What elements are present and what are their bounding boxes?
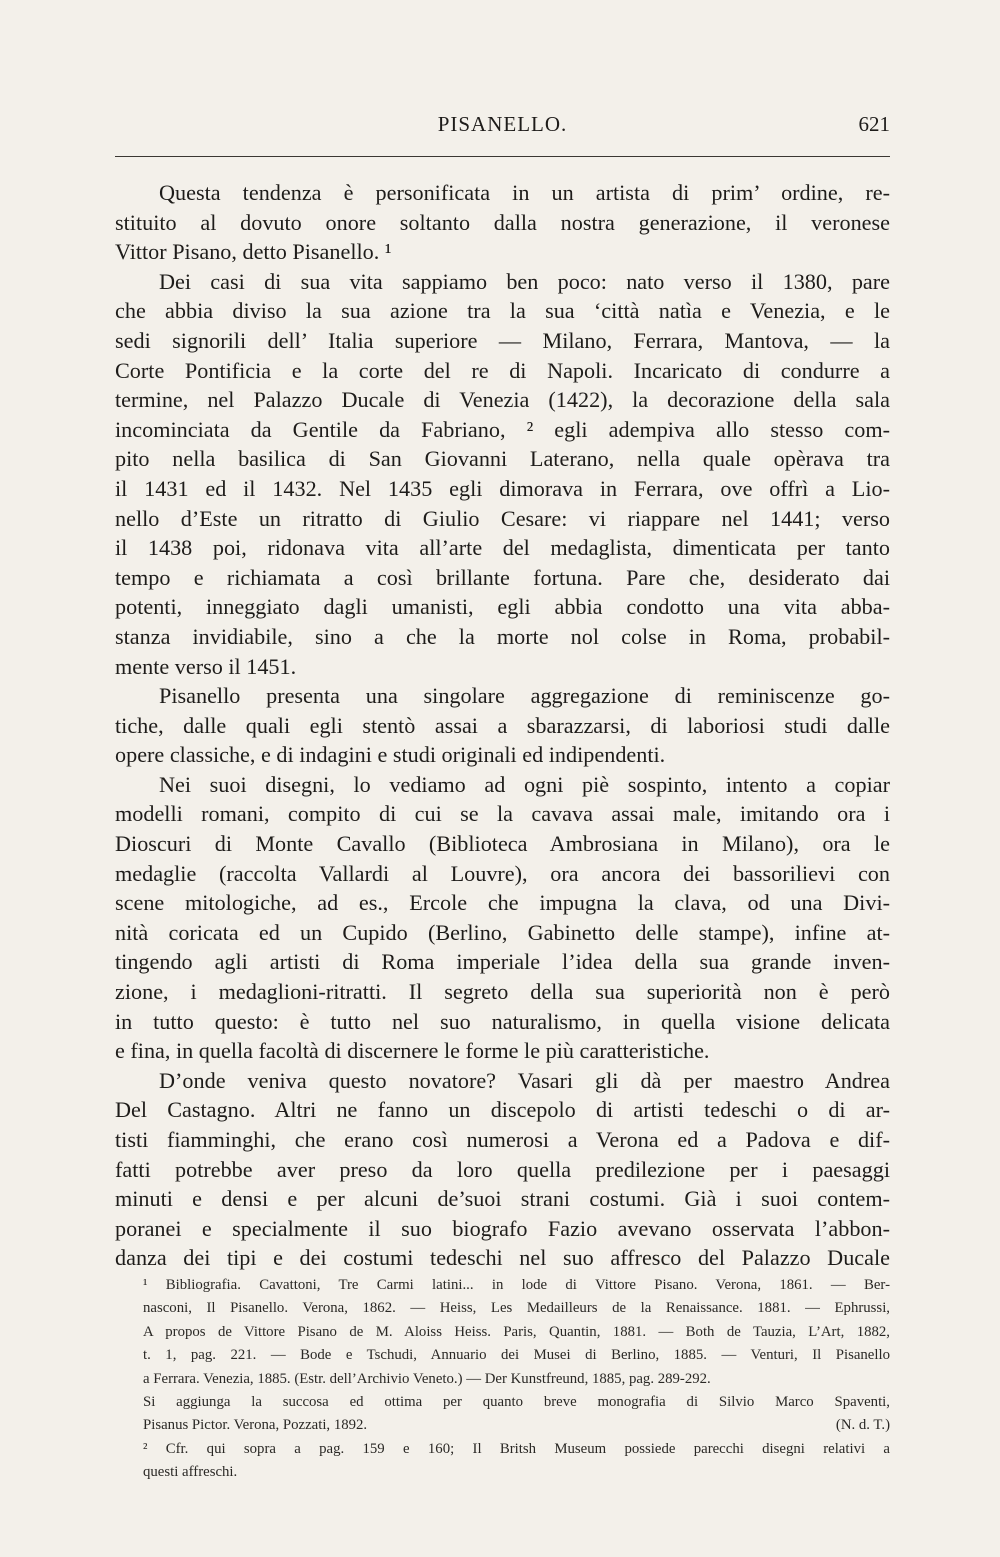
running-title: PISANELLO. [437,112,568,136]
footnote-addendum [115,1391,890,1438]
text-line: Corte Pontificia e la corte del re di Napoli. Incaricato di condurre a [115,357,890,383]
footnote-line: questi affreschi. [143,1464,238,1481]
footnote-line: nasconi, Il Pisanello. Verona, 1862. — Heiss, Les Medailleurs de la Renaissance. 1881. — Ephrussi, [143,1300,890,1317]
text-line: scene mitologiche, ad es., Ercole che impugna la clava, od una Divi- [115,890,890,916]
paragraph [115,178,890,267]
text-line: Vittor Pisano, detto Pisanello. ¹ [115,239,392,265]
footnote-line-text: Pisanus Pictor. Verona, Pozzati, 1892. [143,1417,368,1434]
footnotes [115,1274,890,1485]
page-number: 621 [858,112,890,136]
text-line: Del Castagno. Altri ne fanno un discepolo di artisti tedeschi o di ar- [115,1097,890,1123]
text-line: in tutto questo: è tutto nel suo naturalismo, in quella visione delicata [115,1008,890,1034]
page-header [115,112,890,146]
text-line: Dioscuri di Monte Cavallo (Biblioteca Ambrosiana in Milano), ora le [115,831,890,857]
text-line: nità coricata ed un Cupido (Berlino, Gabinetto delle stampe), infine at- [115,919,890,945]
text-line: tingendo agli artisti di Roma imperiale l’idea della sua grande inven- [115,949,890,975]
translator-note-tag: (N. d. T.) [835,1417,890,1434]
text-line: sedi signorili dell’ Italia superiore — Milano, Ferrara, Mantova, — la [115,327,890,353]
text-line: tisti fiamminghi, che erano così numerosi a Verona ed a Padova e dif- [115,1127,890,1152]
footnote-line: Si aggiunga la succosa ed ottima per quanto breve monografia di Silvio Marco Spaventi, [143,1394,890,1411]
text-line: poranei e specialmente il suo biografo Fazio avevano osservata l’abbon- [115,1215,890,1241]
text-line: il 1438 poi, ridonava vita all’arte del medaglista, dimenticata per tanto [115,535,890,561]
footnote-line: a Ferrara. Venezia, 1885. (Estr. dell’Archivio Veneto.) — Der Kunstfreund, 1885, pag. 289-292. [143,1370,711,1387]
text-line: pito nella basilica di San Giovanni Laterano, nella quale opèrava tra [115,446,890,472]
text-line: che abbia diviso la sua azione tra la sua ‘città natìa e Venezia, e le [115,298,890,324]
text-line: minuti e densi e per alcuni de’suoi strani costumi. Già i suoi contem- [115,1186,890,1212]
text-line: medaglie (raccolta Vallardi al Louvre), ora ancora dei bassorilievi con [115,860,890,886]
footnote-line: A propos de Vittore Pisano de M. Aloiss Heiss. Paris, Quantin, 1881. — Both de Tauzia, L’Art, 1882, [143,1323,890,1340]
text-line: Dei casi di sua vita sappiamo ben poco: nato verso il 1380, pare [159,268,890,294]
text-line: Pisanello presenta una singolare aggregazione di reminiscenze go- [159,683,890,709]
text-line: termine, nel Palazzo Ducale di Venezia (1422), la decorazione della sala [115,387,890,413]
header-rule [115,156,890,157]
text-line: e fina, in quella facoltà di discernere le forme le più caratteristiche. [115,1038,710,1064]
text-line: D’onde veniva questo novatore? Vasari gli dà per maestro Andrea [159,1067,890,1093]
footnote-1 [115,1274,890,1391]
footnote-line: ¹ Bibliografia. Cavattoni, Tre Carmi latini... in lode di Vittore Pisano. Verona, 1861. — Ber- [143,1277,890,1293]
text-line: mente verso il 1451. [115,653,297,679]
paragraph [115,770,890,1066]
footnote-line [115,1414,890,1437]
text-line: danza dei tipi e dei costumi tedeschi nel suo affresco del Palazzo Ducale [115,1245,890,1271]
text-line: stanza invidiabile, sino a che la morte nol colse in Roma, probabil- [115,623,890,649]
text-line: tempo e richiamata a così brillante fortuna. Pare che, desiderato dai [115,564,890,590]
text-line: potenti, inneggiato dagli umanisti, egli abbia condotto una vita abba- [115,594,890,620]
paragraph [115,681,890,770]
text-line: fatti potrebbe aver preso da loro quella predilezione per i paesaggi [115,1156,890,1182]
text-line: opere classiche, e di indagini e studi originali ed indipendenti. [115,742,666,768]
body-text [115,178,890,1273]
text-line: Nei suoi disegni, lo vediamo ad ogni piè sospinto, intento a copiar [159,771,890,797]
text-line: nello d’Este un ritratto di Giulio Cesare: vi riappare nel 1441; verso [115,505,890,531]
text-line: modelli romani, compito di cui se la cavava assai male, imitando ora i [115,801,890,827]
footnote-line: ² Cfr. qui sopra a pag. 159 e 160; Il Britsh Museum possiede parecchi disegni relativi a [143,1440,890,1457]
text-line: il 1431 ed il 1432. Nel 1435 egli dimorava in Ferrara, ove offrì a Lio- [115,475,890,501]
footnote-2 [115,1438,890,1485]
text-line: zione, i medaglioni-ritratti. Il segreto della sua superiorità non è però [115,979,890,1005]
text-line: stituito al dovuto onore soltanto dalla nostra generazione, il veronese [115,209,890,235]
text-line: Questa tendenza è personificata in un artista di prim’ ordine, re- [159,180,890,205]
text-line: incominciata da Gentile da Fabriano, ² egli adempiva allo stesso com- [115,416,890,442]
paragraph [115,1066,890,1273]
footnote-line: t. 1, pag. 221. — Bode e Tschudi, Annuario dei Musei di Berlino, 1885. — Venturi, Il Pisanello [143,1347,890,1364]
text-line: tiche, dalle quali egli stentò assai a sbarazzarsi, di laboriosi studi dalle [115,712,890,738]
paragraph [115,267,890,681]
